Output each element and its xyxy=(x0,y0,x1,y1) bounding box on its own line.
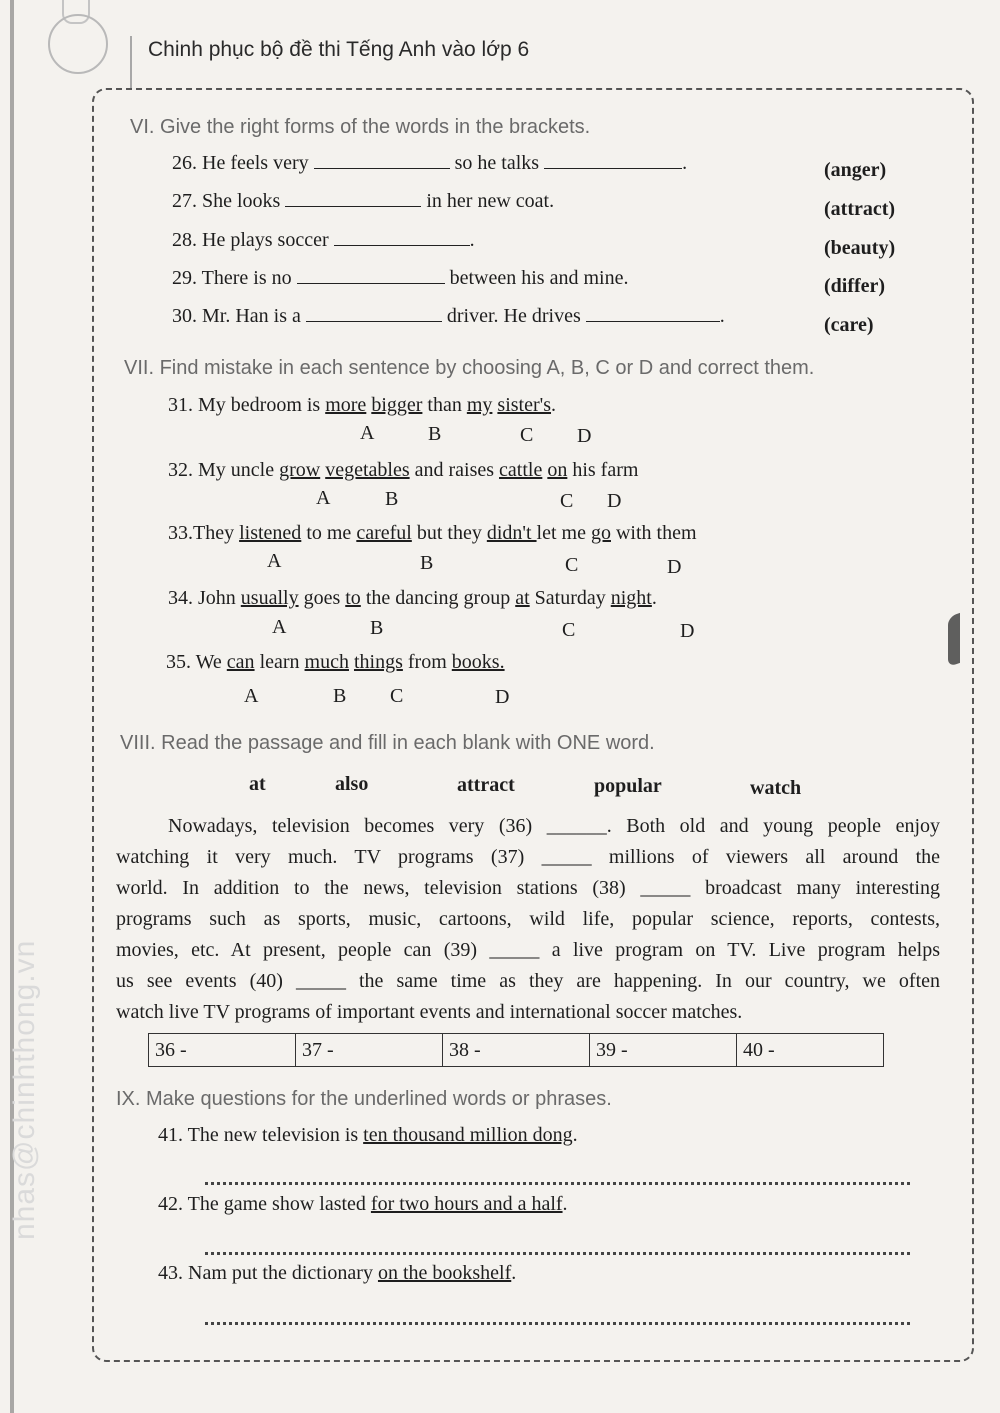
option-d[interactable]: D xyxy=(495,686,510,708)
word-bank-item: at xyxy=(249,773,266,795)
answer-blank[interactable] xyxy=(285,190,421,207)
option-a-text: usually xyxy=(240,587,299,609)
hint-word: (anger) xyxy=(824,159,887,181)
option-b[interactable]: B xyxy=(333,685,347,707)
underlined-phrase: for two hours and a half xyxy=(370,1193,563,1215)
option-a[interactable]: A xyxy=(267,550,282,572)
question-42: 42. The game show lasted for two hours and a half. xyxy=(158,1193,568,1215)
section-7-title: VII. Find mistake in each sentence by choosing A, B, C or D and correct them. xyxy=(124,357,815,379)
question-27: 27. She looks in her new coat. xyxy=(172,190,555,212)
option-b[interactable]: B xyxy=(370,617,384,639)
option-c-text: cattle xyxy=(499,459,543,481)
question-31: 31. My bedroom is more bigger than my sister's. xyxy=(168,394,557,416)
option-d-text: sister's xyxy=(497,394,552,416)
hint-word: (care) xyxy=(824,314,874,336)
answer-dotted-line[interactable] xyxy=(205,1180,910,1185)
option-a[interactable]: A xyxy=(316,487,331,509)
option-a-text: can xyxy=(226,651,255,673)
word-bank-item: watch xyxy=(750,777,802,799)
option-a-text: grow xyxy=(279,459,321,481)
answer-table xyxy=(148,1033,884,1067)
option-c[interactable]: C xyxy=(565,554,579,576)
answer-cell-36[interactable]: 36 - xyxy=(149,1034,296,1067)
page-edge-mark xyxy=(948,613,960,667)
option-a[interactable]: A xyxy=(360,422,375,444)
option-a[interactable]: A xyxy=(272,616,287,638)
answer-dotted-line[interactable] xyxy=(205,1320,910,1325)
question-28: 28. He plays soccer . xyxy=(172,229,475,251)
answer-blank[interactable] xyxy=(544,152,682,169)
answer-blank[interactable] xyxy=(314,152,450,169)
answer-cell-39[interactable]: 39 - xyxy=(590,1034,737,1067)
logo-circle xyxy=(48,14,108,74)
passage-line: movies, etc. At present, people can (39) _____ a live program on TV. Live program helps xyxy=(116,939,940,961)
answer-cell-37[interactable]: 37 - xyxy=(296,1034,443,1067)
option-c-text: didn't xyxy=(486,522,537,544)
option-b-text: bigger xyxy=(371,394,423,416)
question-30: 30. Mr. Han is a driver. He drives . xyxy=(172,305,725,327)
hint-word: (attract) xyxy=(824,198,896,220)
option-a-text: more xyxy=(325,394,367,416)
option-d-text: on xyxy=(547,459,568,481)
option-d[interactable]: D xyxy=(607,490,622,512)
header-divider xyxy=(130,36,132,88)
question-32: 32. My uncle grow vegetables and raises cattle on his farm xyxy=(168,459,639,481)
question-35: 35. We can learn much things from books. xyxy=(166,651,505,673)
passage-line: watching it very much. TV programs (37) _____ millions of viewers all around the xyxy=(116,846,940,868)
option-c[interactable]: C xyxy=(560,490,574,512)
answer-blank[interactable] xyxy=(586,305,720,322)
option-d[interactable]: D xyxy=(680,620,695,642)
option-b[interactable]: B xyxy=(428,423,442,445)
option-a[interactable]: A xyxy=(244,685,259,707)
option-d-text: go xyxy=(590,522,611,544)
option-d-text: books. xyxy=(451,651,505,673)
answer-cell-38[interactable]: 38 - xyxy=(443,1034,590,1067)
question-34: 34. John usually goes to the dancing group at Saturday night. xyxy=(168,587,657,609)
section-8-title: VIII. Read the passage and fill in each blank with ONE word. xyxy=(120,732,655,754)
passage-line: us see events (40) _____ the same time as they are happening. In our country, we often xyxy=(116,970,940,992)
option-c[interactable]: C xyxy=(390,685,404,707)
word-bank-item: attract xyxy=(457,774,515,796)
option-d-text: night xyxy=(610,587,652,609)
option-b-text: much xyxy=(304,651,349,673)
option-b-text: careful xyxy=(356,522,412,544)
page-header-title: Chinh phục bộ đề thi Tếng Anh vào lớp 6 xyxy=(148,38,530,61)
option-c[interactable]: C xyxy=(520,424,534,446)
answer-blank[interactable] xyxy=(334,229,470,246)
underlined-phrase: on the bookshelf xyxy=(377,1262,512,1284)
section-6-title: VI. Give the right forms of the words in the brackets. xyxy=(130,116,591,138)
option-b[interactable]: B xyxy=(385,488,399,510)
question-29: 29. There is no between his and mine. xyxy=(172,267,629,289)
passage-line: Nowadays, television becomes very (36) ______. Both old and young people enjoy xyxy=(168,815,940,837)
option-c[interactable]: C xyxy=(562,619,576,641)
hint-word: (beauty) xyxy=(824,237,896,259)
option-c-text: at xyxy=(515,587,530,609)
option-a-text: listened xyxy=(239,522,302,544)
answer-cell-40[interactable]: 40 - xyxy=(737,1034,884,1067)
word-bank-item: popular xyxy=(594,775,662,797)
section-9-title: IX. Make questions for the underlined words or phrases. xyxy=(116,1088,612,1110)
underlined-phrase: ten thousand million dong xyxy=(363,1124,573,1146)
question-41: 41. The new television is ten thousand million dong. xyxy=(158,1124,578,1146)
watermark: nhas@chinhthong.vn xyxy=(8,939,41,1240)
passage-line: watch live TV programs of important events and international soccer matches. xyxy=(116,1001,743,1023)
option-c-text: my xyxy=(466,394,493,416)
answer-dotted-line[interactable] xyxy=(205,1250,910,1255)
answer-blank[interactable] xyxy=(297,267,445,284)
question-43: 43. Nam put the dictionary on the bookshelf. xyxy=(158,1262,517,1284)
option-d[interactable]: D xyxy=(667,556,682,578)
word-bank-item: also xyxy=(335,773,369,795)
hint-word: (differ) xyxy=(824,275,886,297)
option-b-text: vegetables xyxy=(325,459,410,481)
question-26: 26. He feels very so he talks . xyxy=(172,152,688,174)
answer-blank[interactable] xyxy=(306,305,442,322)
passage-line: programs such as sports, music, cartoons, wild life, popular science, reports, contests, xyxy=(116,908,940,930)
question-33: 33.They listened to me careful but they didn't let me go with them xyxy=(168,522,697,544)
option-c-text: things xyxy=(353,651,403,673)
option-b-text: to xyxy=(345,587,361,609)
option-b[interactable]: B xyxy=(420,552,434,574)
passage-line: world. In addition to the news, television stations (38) _____ broadcast many interesting xyxy=(116,877,940,899)
option-d[interactable]: D xyxy=(577,425,592,447)
